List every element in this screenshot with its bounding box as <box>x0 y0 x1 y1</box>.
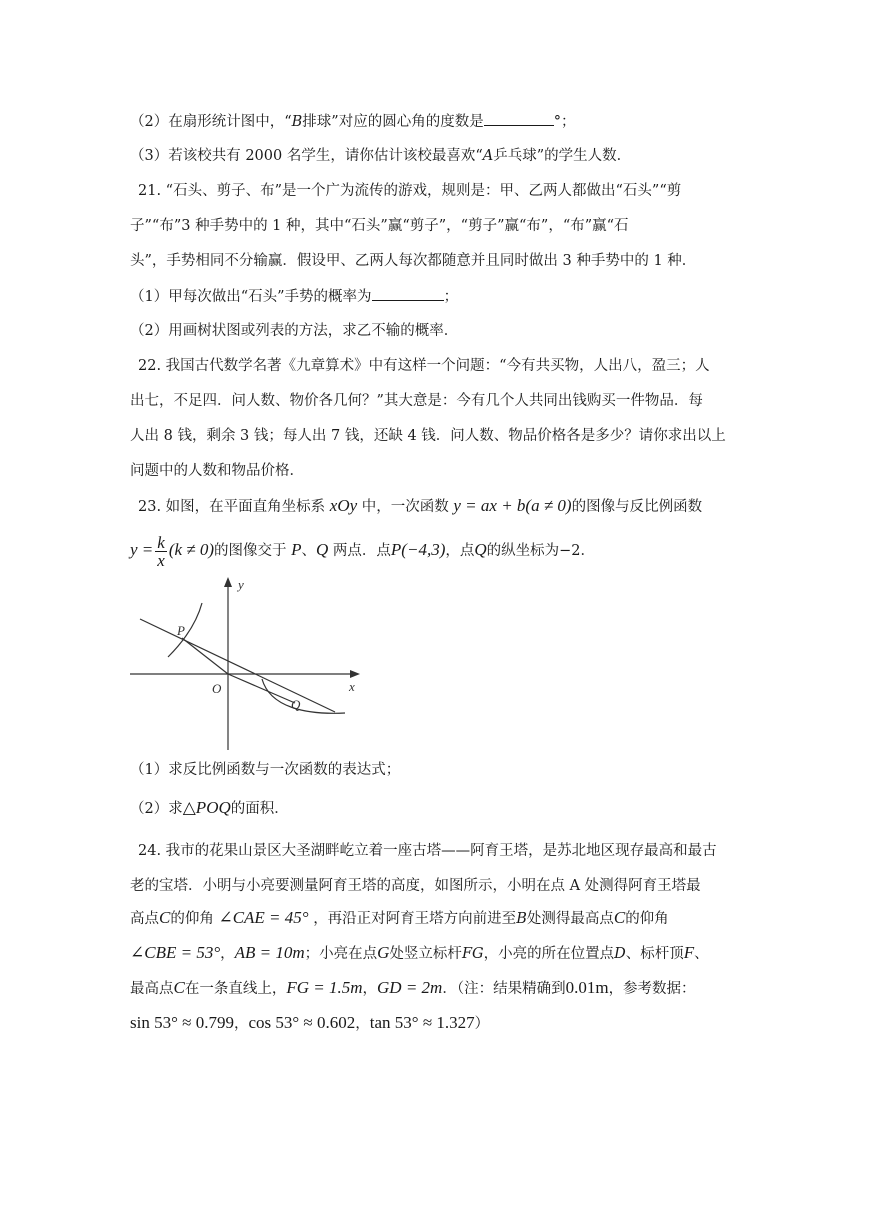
q21-line3: 头”，手势相同不分输赢．假设甲、乙两人每次都随意并且同时做出 3 种手势中的 1 种． <box>130 253 697 269</box>
math-sin: sin 53° ≈ 0.799 <box>130 1013 234 1032</box>
q22-line3: 人出 8 钱，剩余 3 钱；每人出 7 钱，还缺 4 钱．问人数、物品价格各是多少？请你求出以上 <box>130 428 726 444</box>
math-y: y = <box>130 540 154 559</box>
q23-line2: y = $\frac{k}{x}$ (k ≠ 0)的图像交于 P、Q 两点．点P(−4,3)，点Q的纵坐标为−2． <box>130 532 596 570</box>
q23-line1: 23. 如图，在平面直角坐标系 xOy 中，一次函数 y = ax + b(a ≠ 0)的图像与反比例函数 <box>138 496 703 515</box>
answer-blank[interactable] <box>484 111 554 126</box>
q24-line6: sin 53° ≈ 0.799，cos 53° ≈ 0.602，tan 53° ≈ 1.327） <box>130 1013 490 1032</box>
label-y: y <box>238 577 244 592</box>
y-axis-arrow <box>224 577 232 587</box>
math-ab: AB = 10m <box>234 943 305 962</box>
q21-part2: （2）用画树状图或列表的方法，求乙不输的概率． <box>130 323 459 339</box>
math-tan: tan 53° ≈ 1.327 <box>369 1013 475 1032</box>
label-q: Q <box>291 697 301 712</box>
math-gd: GD = 2m <box>377 978 443 997</box>
math-angle-cae: ∠CAE = 45° <box>218 908 309 927</box>
q23-part2: （2）求△POQ的面积． <box>130 798 289 817</box>
math-linear-eq: y = ax + b <box>453 496 526 515</box>
q22-line4: 问题中的人数和物品价格． <box>130 463 304 479</box>
q24-line2: 老的宝塔．小明与小亮要测量阿育王塔的高度，如图所示，小明在点 A 处测得阿育王塔最 <box>130 878 701 894</box>
math-angle-cbe: ∠CBE = 53° <box>130 943 221 962</box>
q20-part3: （3）若该校共有 2000 名学生，请你估计该校最喜欢“A乒乓球”的学生人数． <box>130 148 632 164</box>
q21-line1: 21. “石头、剪子、布”是一个广为流传的游戏，规则是：甲、乙两人都做出“石头”“剪 <box>138 183 682 199</box>
option-letter-b: B <box>291 114 303 130</box>
math-xoy: xOy <box>329 496 358 515</box>
math-condition: (a ≠ 0) <box>525 496 572 515</box>
math-fg: FG = 1.5m <box>286 978 363 997</box>
q24-line4: ∠CBE = 53°，AB = 10m；小亮在点G处竖立标杆FG，小亮的所在位置点D、标杆顶F、 <box>130 943 709 962</box>
x-axis-arrow <box>350 670 360 678</box>
q22-line2: 出七，不足四．问人数、物价各几何？”其大意是：今有几个人共同出钱购买一件物品．每 <box>130 393 703 409</box>
option-letter-a: A <box>482 148 494 164</box>
q24-line3: 高点C的仰角 ∠CAE = 45° ，再沿正对阿育王塔方向前进至B处测得最高点C的仰角 <box>130 908 669 927</box>
q24-line1: 24. 我市的花果山景区大圣湖畔屹立着一座古塔——阿育王塔，是苏北地区现存最高和最古 <box>138 843 717 859</box>
math-fraction: $\frac{k}{x}$ <box>157 532 165 570</box>
answer-blank[interactable] <box>372 286 444 301</box>
q21-part1: （1）甲每次做出“石头”手势的概率为 ； <box>130 286 458 307</box>
math-condition: (k ≠ 0) <box>168 540 215 559</box>
q22-line1: 22. 我国古代数学名著《九章算术》中有这样一个问题：“今有共买物，人出八，盈三；人 <box>138 358 710 374</box>
hyperbola-branch-4 <box>262 679 345 713</box>
q21-line2: 子”“布”3 种手势中的 1 种，其中“石头”赢“剪子”，“剪子”赢“布”，“布”赢“石 <box>130 218 629 234</box>
label-origin: O <box>212 681 222 696</box>
q20-part2: （2）在扇形统计图中，“B排球”对应的圆心角的度数是 °； <box>130 111 575 132</box>
segment-op <box>182 638 228 674</box>
label-x: x <box>349 679 355 694</box>
math-cos: cos 53° ≈ 0.602 <box>248 1013 356 1032</box>
math-point-p: P(−4,3) <box>390 540 446 559</box>
label-p: P <box>177 623 185 638</box>
q23-part1: （1）求反比例函数与一次函数的表达式； <box>130 762 401 778</box>
q24-line5: 最高点C在一条直线上，FG = 1.5m，GD = 2m．（注：结果精确到0.01m，参考数据： <box>130 978 696 997</box>
math-triangle-poq: △POQ <box>182 798 231 817</box>
line-pq <box>140 619 335 712</box>
coordinate-figure <box>130 575 366 753</box>
